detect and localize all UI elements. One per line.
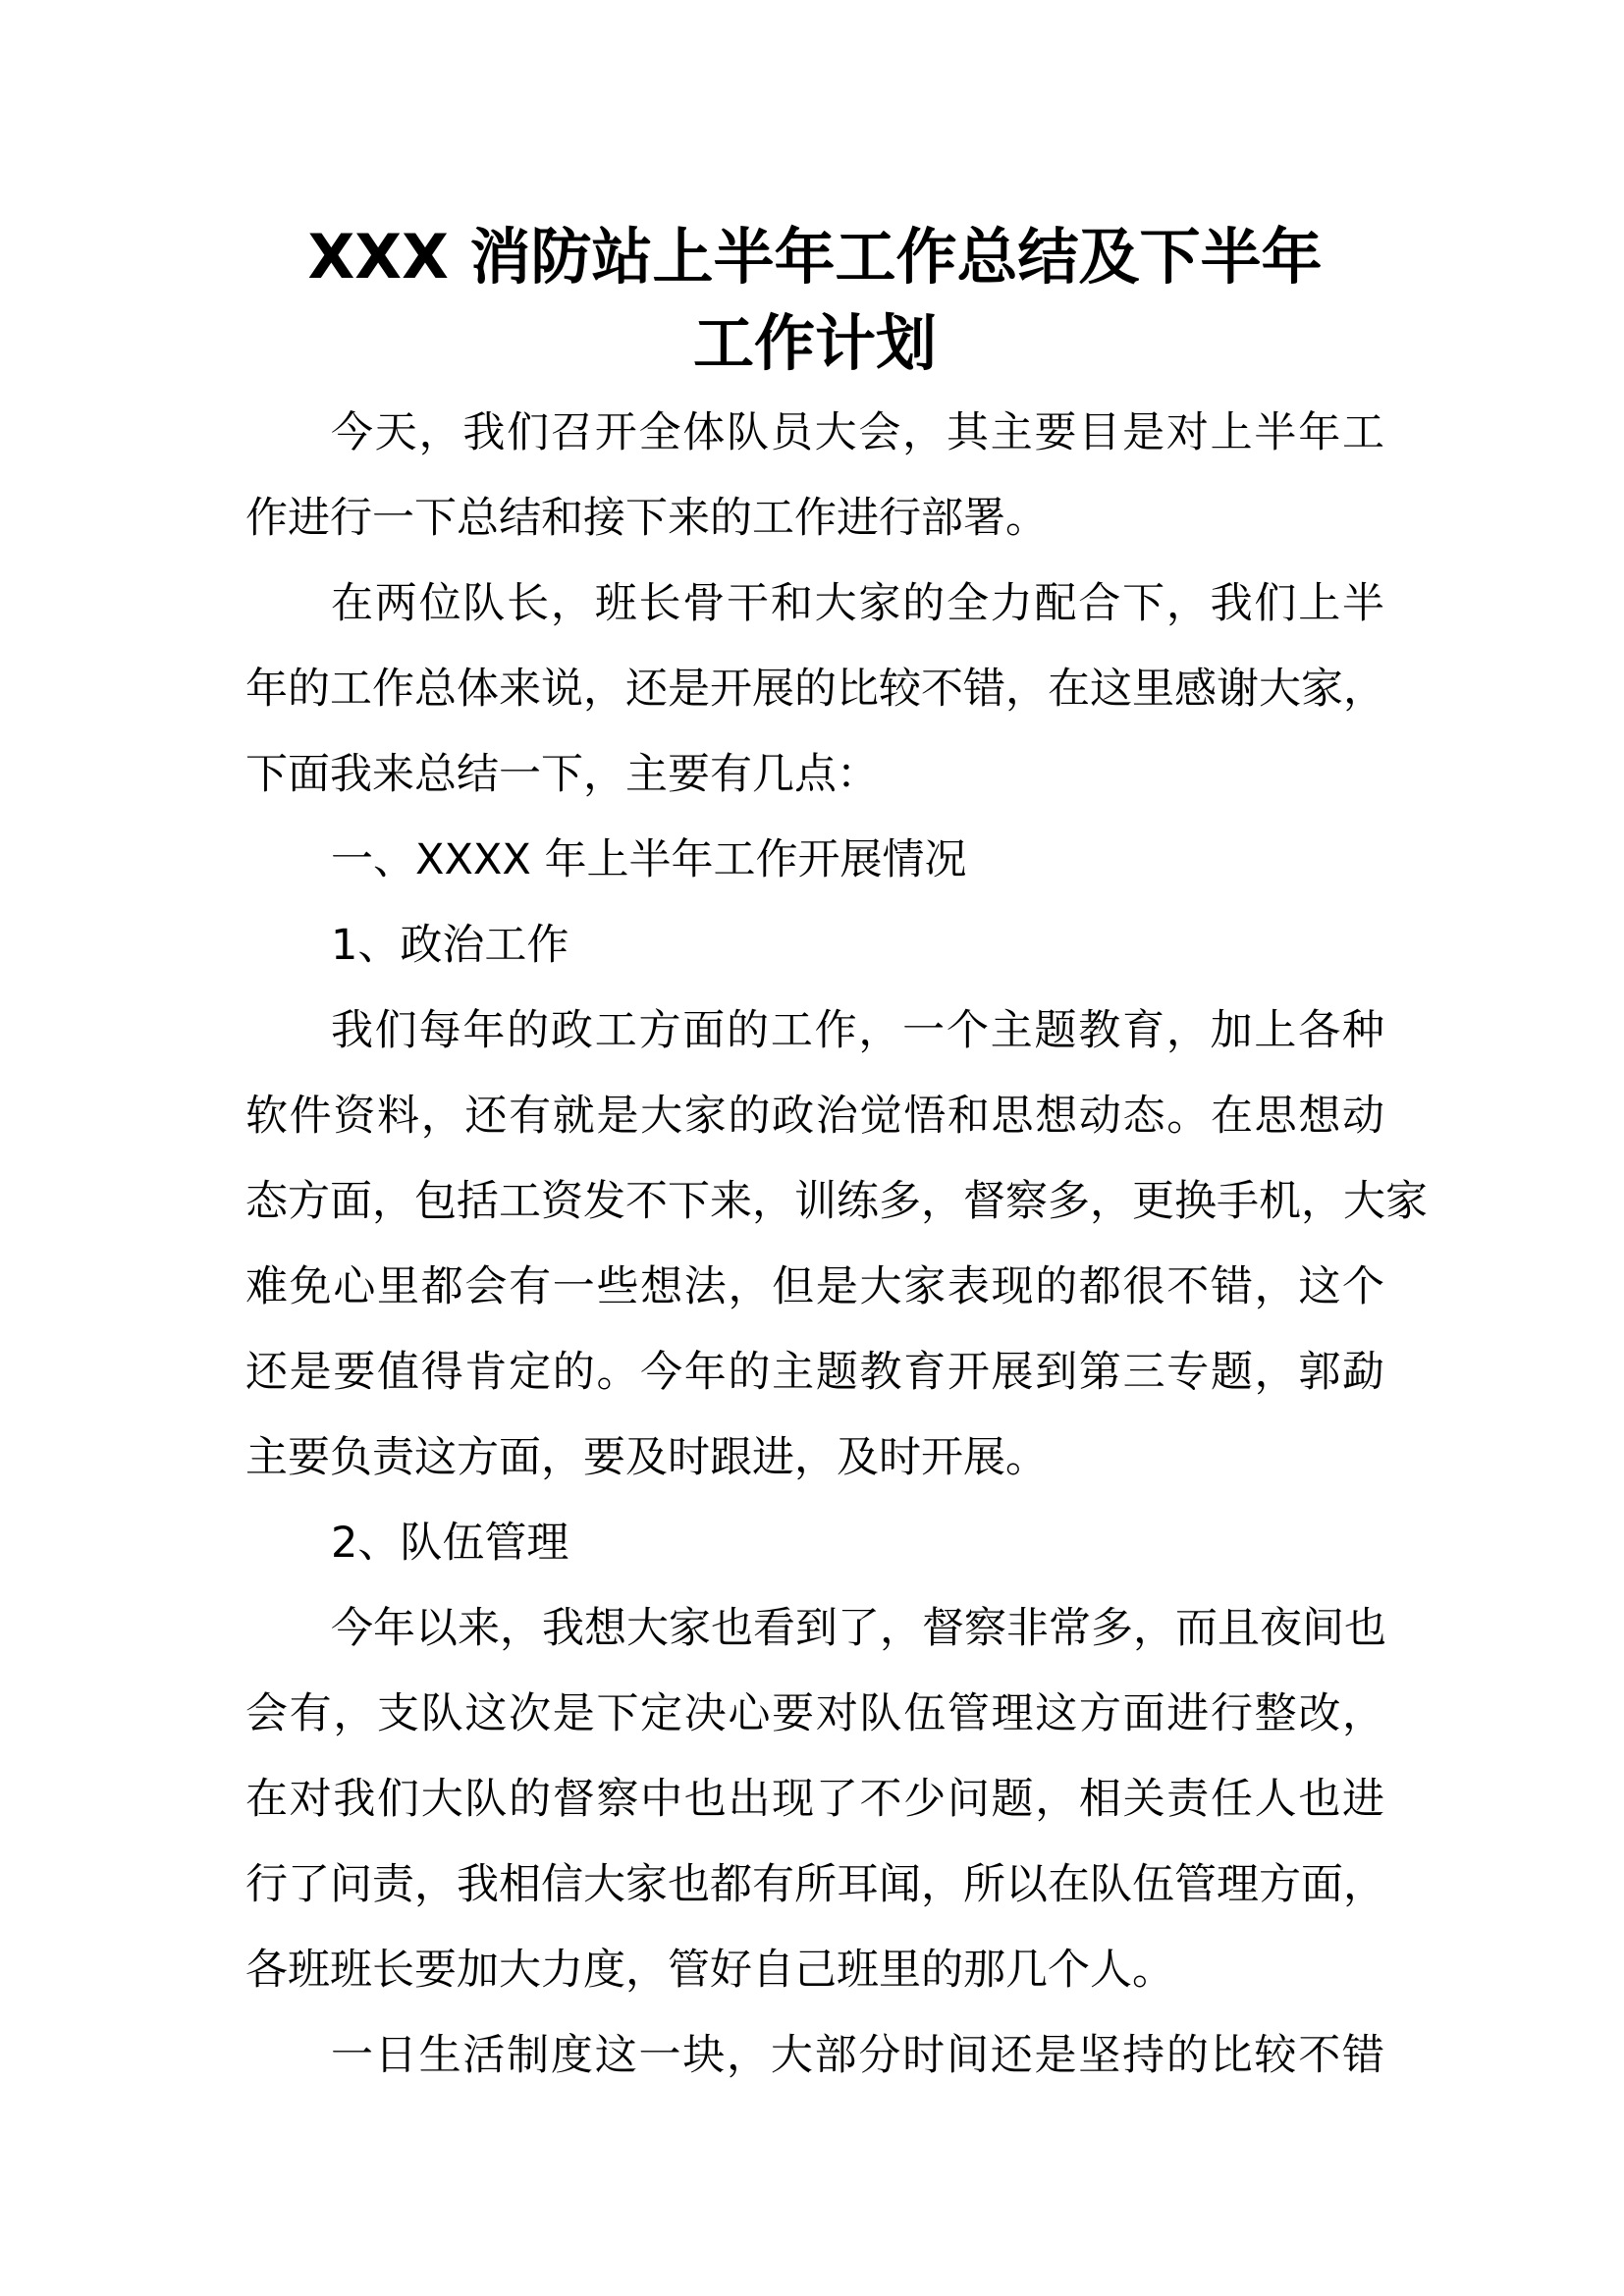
body-text-line: 今天，我们召开全体队员大会，其主要目是对上半年工 [331, 408, 1384, 457]
subsection-heading: 2、队伍管理 [331, 1519, 569, 1568]
body-text-line: 我们每年的政工方面的工作，一个主题教育，加上各种 [331, 1006, 1384, 1055]
section-heading: 一、XXXX 年上半年工作开展情况 [331, 835, 967, 884]
document-title-line-2: 工作计划 [692, 307, 937, 379]
body-text-line: 会有，支队这次是下定决心要对队伍管理这方面进行整改， [245, 1689, 1384, 1738]
subsection-heading: 1、政治工作 [331, 921, 569, 970]
body-text-line: 作进行一下总结和接下来的工作进行部署。 [245, 494, 1048, 543]
body-text-line: 年的工作总体来说，还是开展的比较不错，在这里感谢大家， [245, 665, 1385, 714]
body-text-line: 各班班长要加大力度，管好自己班里的那几个人。 [245, 1946, 1174, 1995]
body-text-line: 态方面，包括工资发不下来，训练多，督察多，更换手机，大家 [245, 1177, 1428, 1226]
body-text-line: 一日生活制度这一块，大部分时间还是坚持的比较不错 [331, 2031, 1384, 2080]
body-text-line: 行了问责，我相信大家也都有所耳闻，所以在队伍管理方面， [245, 1860, 1385, 1909]
body-text-line: 在两位队长，班长骨干和大家的全力配合下，我们上半 [331, 579, 1384, 628]
body-text-line: 软件资料，还有就是大家的政治觉悟和思想动态。在思想动 [245, 1092, 1384, 1141]
body-text-line: 在对我们大队的督察中也出现了不少问题，相关责任人也进 [245, 1775, 1384, 1824]
body-text-line: 难免心里都会有一些想法，但是大家表现的都很不错，这个 [245, 1262, 1384, 1311]
body-text-line: 今年以来，我想大家也看到了，督察非常多，而且夜间也 [331, 1604, 1386, 1653]
document-title-line-1: XXX 消防站上半年工作总结及下半年 [307, 221, 1323, 293]
body-text-line: 还是要值得肯定的。今年的主题教育开展到第三专题，郭勐 [245, 1348, 1384, 1397]
body-text-line: 主要负责这方面，要及时跟进，及时开展。 [245, 1433, 1048, 1482]
body-text-line: 下面我来总结一下，主要有几点： [245, 750, 879, 799]
